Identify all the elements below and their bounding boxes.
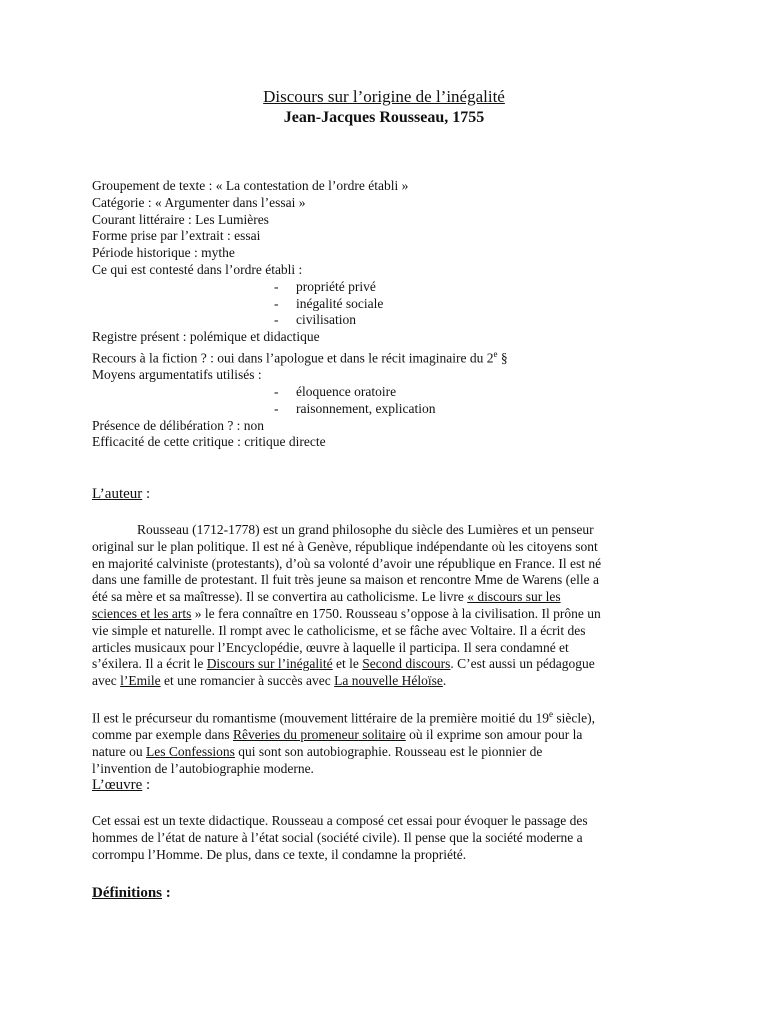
work-link-nouvelle-heloise: La nouvelle Héloïse — [334, 673, 443, 689]
heading-definitions: Définitions : — [92, 885, 171, 901]
bullet-dash: - — [274, 312, 279, 328]
bullet-text: civilisation — [296, 312, 356, 328]
info-deliberation: Présence de délibération ? : non — [92, 417, 265, 433]
bullet-dash: - — [274, 278, 279, 294]
bullet-text: éloquence oratoire — [296, 384, 397, 400]
info-moyens: Moyens argumentatifs utilisés : — [92, 367, 262, 383]
work-link-discours-sciences: « discours sur les — [467, 589, 561, 605]
bullet-item — [92, 312, 692, 329]
paragraph-oeuvre: Cet essai est un texte didactique. Rousseau a composé cet essai pour évoquer le passage des hommes de l’état de nature à l’état social (société civile). Il pense que la société moderne a corrompu l’Homme. De plus, dans ce texte, il condamne la propriété. — [92, 813, 588, 862]
bullet-item — [92, 296, 692, 313]
bullet-item — [92, 384, 692, 401]
info-conteste: Ce qui est contesté dans l’ordre établi : — [92, 261, 303, 277]
info-courant: Courant littéraire : Les Lumières — [92, 211, 269, 227]
paragraph-auteur-1: Rousseau (1712-1778) est un grand philosophe du siècle des Lumières et un penseur original sur le plan politique. Il est né à Genève, république indépendante où les citoyens sont en majorité calviniste (protestants), d’où sa volonté d’avoir une république en France. Il est né dans une famille de protestant. Il fuit très jeune sa maison et rencontre Mme de Warens (elle a été sa mère et sa maîtresse). Il se convertira au catholicisme. Le livre « discours sur les sciences et les arts » le fera connaître en 1750. Rousseau s’oppose à la civilisation. Il prône un vie simple et naturelle. Il rompt avec le catholicisme, et se fâche avec Voltaire. Il a écrit des articles musicaux pour l’Encyclopédie, œuvre à laquelle il participa. Il sera condamné et s’éxilera. Il a écrit le Discours sur l’inégalité et le Second discours. C’est aussi un pédagogue avec l’Emile et une romancier à succès avec La nouvelle Héloïse. — [92, 522, 602, 689]
bullet-dash: - — [274, 400, 279, 416]
paragraph-auteur-2: Il est le précurseur du romantisme (mouvement littéraire de la première moitié du 19e siècle), comme par exemple dans Rêveries du promeneur solitaire où il exprime son amour pour la nature ou Les Confessions qui sont son autobiographie. Rousseau est le pionnier de l’invention de l’autobiographie moderne. — [92, 709, 595, 776]
bullet-dash: - — [274, 295, 279, 311]
info-groupement: Groupement de texte : « La contestation de l’ordre établi » — [92, 178, 409, 193]
info-periode: Période historique : mythe — [92, 245, 235, 261]
document-title: Discours sur l’origine de l’inégalité — [263, 87, 505, 106]
info-block — [92, 178, 692, 451]
bullet-text: raisonnement, explication — [296, 400, 436, 416]
bullet-text: inégalité sociale — [296, 295, 384, 311]
info-categorie: Catégorie : « Argumenter dans l’essai » — [92, 194, 306, 210]
info-registre: Registre présent : polémique et didactique — [92, 329, 320, 345]
heading-auteur: L’auteur : — [92, 486, 151, 502]
info-recours: Recours à la fiction ? : oui dans l’apologue et dans le récit imaginaire du 2e § — [92, 348, 508, 366]
work-link-confessions: Les Confessions — [145, 744, 235, 760]
info-forme: Forme prise par l’extrait : essai — [92, 228, 261, 244]
work-link-second-discours: Second discours — [362, 656, 451, 672]
bullet-dash: - — [274, 384, 279, 400]
bullet-text: propriété privé — [296, 278, 376, 294]
heading-oeuvre: L’œuvre : — [92, 777, 151, 793]
document-subtitle: Jean-Jacques Rousseau, 1755 — [283, 109, 485, 126]
bullet-item — [92, 279, 692, 296]
work-link-discours-sciences: sciences et les arts — [92, 605, 192, 621]
work-link-reveries: Rêveries du promeneur solitaire — [232, 727, 406, 743]
work-link-emile: l’Emile — [120, 673, 161, 689]
info-efficacite: Efficacité de cette critique : critique directe — [92, 434, 326, 450]
work-link-discours-inegalite: Discours sur l’inégalité — [206, 656, 333, 672]
bullet-item — [92, 401, 692, 418]
